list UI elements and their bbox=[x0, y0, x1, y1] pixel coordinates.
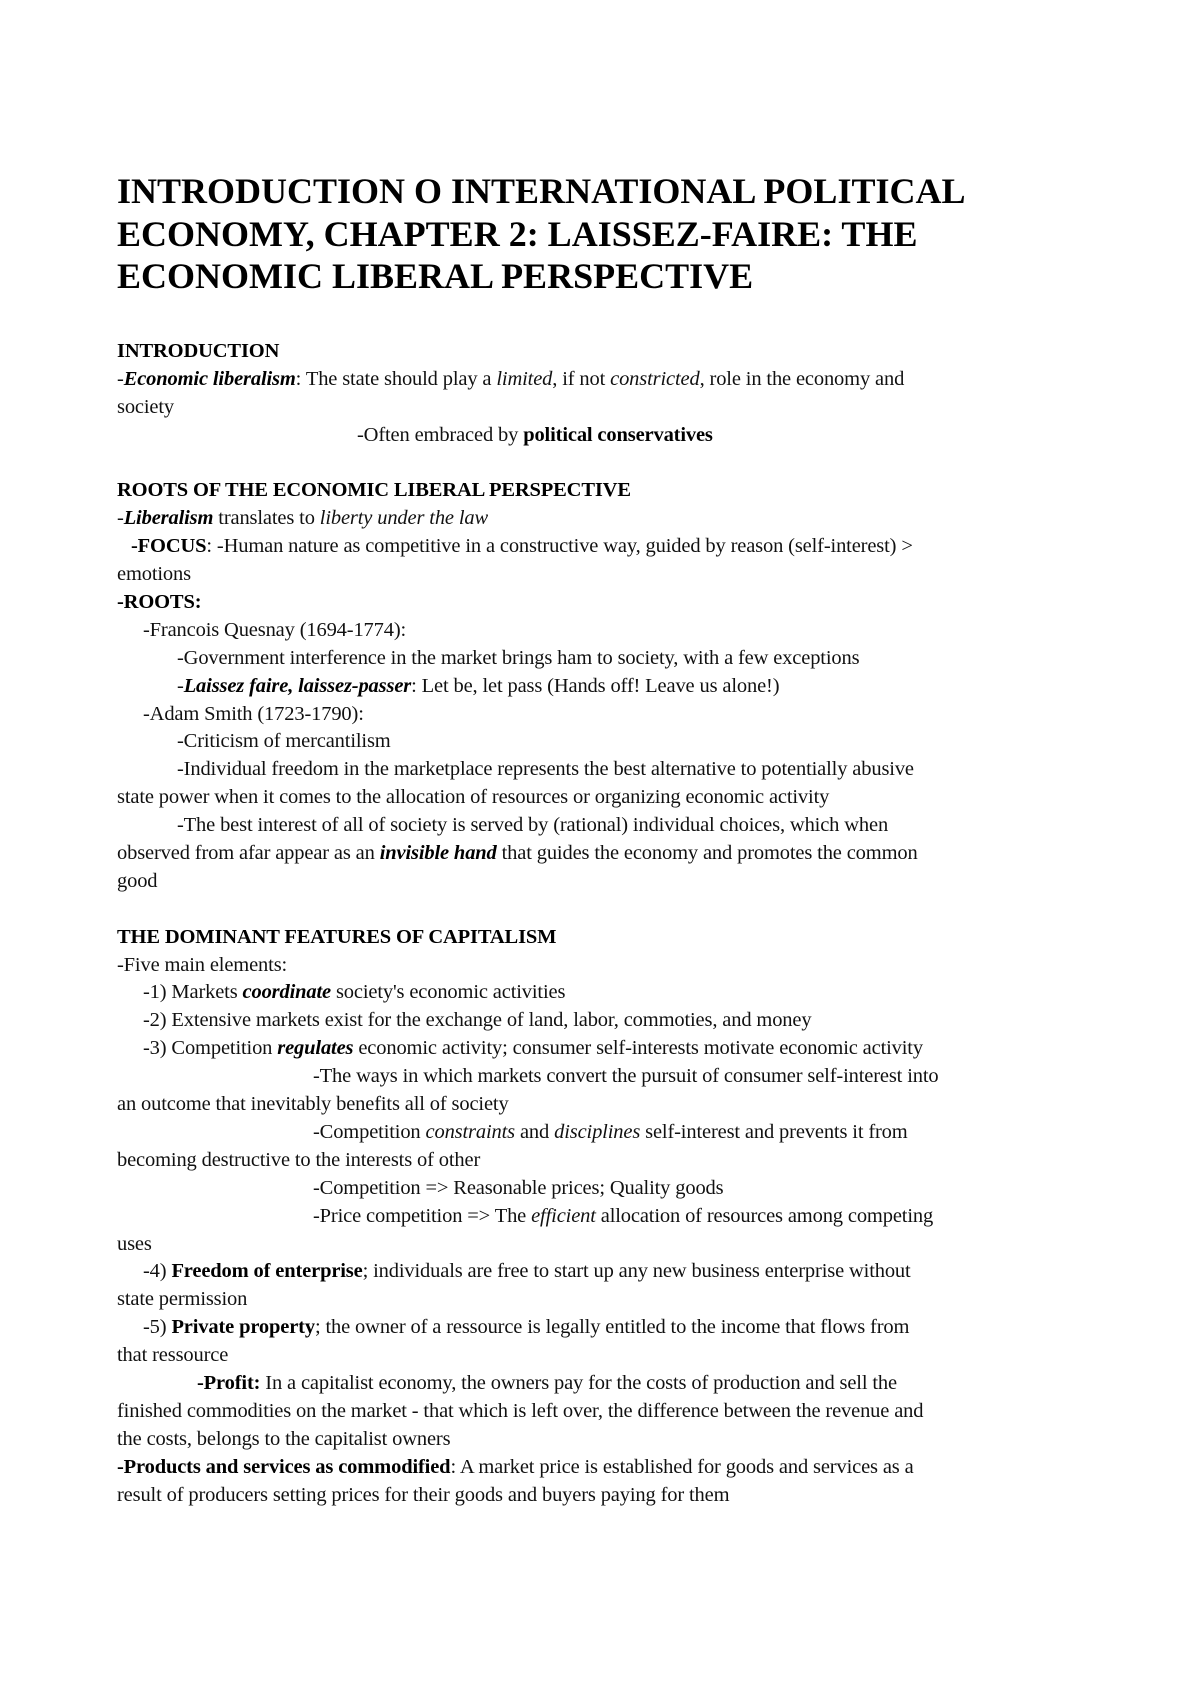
emphasis: efficient bbox=[531, 1204, 596, 1227]
text: : -Human nature as competitive in a constructive way, guided by reason (self-interest) > bbox=[206, 535, 913, 558]
text: translates to bbox=[213, 507, 320, 530]
list-item bbox=[117, 1035, 1107, 1063]
term-private-property: Private property bbox=[171, 1316, 315, 1339]
document-title bbox=[117, 170, 1117, 298]
text: -3) Competition bbox=[143, 1037, 278, 1060]
emphasis: liberty under the law bbox=[319, 507, 489, 530]
paragraph-line bbox=[117, 1203, 1107, 1231]
paragraph-line: result of producers setting prices for their goods and buyers paying for them bbox=[117, 1483, 730, 1506]
text: - bbox=[117, 367, 124, 390]
text: - bbox=[117, 507, 124, 530]
paragraph-line bbox=[117, 422, 1107, 450]
text: society's economic activities bbox=[331, 981, 566, 1004]
paragraph-line bbox=[117, 673, 1107, 701]
paragraph-line: an outcome that inevitably benefits all of society bbox=[117, 1093, 509, 1116]
paragraph-line: -Competition => Reasonable prices; Quality goods bbox=[313, 1176, 724, 1199]
paragraph-line: -Individual freedom in the marketplace represents the best alternative to potentially abusive bbox=[177, 758, 914, 781]
text: -Price competition => The bbox=[313, 1204, 532, 1227]
paragraph-line bbox=[117, 533, 1107, 561]
paragraph-line: -The ways in which markets convert the pursuit of consumer self-interest into bbox=[313, 1065, 939, 1088]
emphasis: limited bbox=[496, 367, 553, 390]
paragraph-line bbox=[117, 1370, 1107, 1398]
title-line: ECONOMIC LIBERAL PERSPECTIVE bbox=[117, 256, 754, 296]
text: ; the owner of a ressource is legally entitled to the income that flows from bbox=[314, 1316, 910, 1339]
text: observed from afar appear as an bbox=[117, 842, 380, 865]
emphasis: disciplines bbox=[554, 1120, 641, 1143]
text: and bbox=[515, 1120, 555, 1143]
text: -Competition bbox=[313, 1120, 426, 1143]
text: allocation of resources among competing bbox=[595, 1204, 934, 1227]
paragraph-line: -Five main elements: bbox=[117, 953, 288, 976]
paragraph-line: state permission bbox=[117, 1288, 248, 1311]
list-item: -2) Extensive markets exist for the exchange of land, labor, commoties, and money bbox=[143, 1009, 812, 1032]
term-regulates: regulates bbox=[277, 1037, 354, 1060]
section-heading-introduction: INTRODUCTION bbox=[117, 340, 280, 362]
label-profit: -Profit: bbox=[197, 1371, 261, 1394]
term-political-conservatives: political conservatives bbox=[523, 423, 713, 446]
paragraph-line: -The best interest of all of society is served by (rational) individual choices, which when bbox=[177, 814, 889, 837]
text: , if not bbox=[552, 367, 611, 390]
term-liberalism: Liberalism bbox=[123, 507, 214, 530]
term-laissez-faire: Laissez faire, laissez-passer bbox=[183, 674, 412, 697]
term-invisible-hand: invisible hand bbox=[379, 842, 497, 865]
title-line: ECONOMY, CHAPTER 2: LAISSEZ-FAIRE: THE bbox=[117, 213, 918, 254]
emphasis: constricted bbox=[610, 367, 700, 390]
text: : A market price is established for goods and services as a bbox=[450, 1455, 914, 1478]
term-freedom-of-enterprise: Freedom of enterprise bbox=[171, 1260, 363, 1283]
paragraph-line: finished commodities on the market - that which is left over, the difference between the revenue and bbox=[117, 1399, 924, 1422]
paragraph-line: emotions bbox=[117, 563, 191, 586]
paragraph-line bbox=[117, 840, 1107, 868]
paragraph-line: society bbox=[117, 395, 175, 418]
label-roots: -ROOTS: bbox=[117, 591, 202, 614]
text: ; individuals are free to start up any new business enterprise without bbox=[362, 1260, 911, 1283]
text: In a capitalist economy, the owners pay for the costs of production and sell the bbox=[260, 1371, 897, 1394]
text: : The state should play a bbox=[295, 367, 497, 390]
term-economic-liberalism: Economic liberalism bbox=[123, 367, 296, 390]
text: -Often embraced by bbox=[357, 423, 524, 446]
text: -1) Markets bbox=[143, 981, 243, 1004]
paragraph-line bbox=[117, 505, 1107, 533]
text: self-interest and prevents it from bbox=[640, 1120, 908, 1143]
text: that guides the economy and promotes the common bbox=[496, 842, 918, 865]
title-line: INTRODUCTION O INTERNATIONAL POLITICAL bbox=[117, 171, 966, 211]
paragraph-line: -Adam Smith (1723-1790): bbox=[143, 702, 364, 725]
paragraph-line bbox=[117, 1119, 1107, 1147]
paragraph-line: uses bbox=[117, 1232, 152, 1255]
text: : Let be, let pass (Hands off! Leave us alone!) bbox=[411, 674, 780, 697]
spacer bbox=[117, 896, 1107, 924]
list-item bbox=[117, 1258, 1107, 1286]
list-item bbox=[117, 979, 1107, 1007]
text: - bbox=[177, 674, 184, 697]
text: -5) bbox=[143, 1316, 172, 1339]
document-body bbox=[117, 338, 1107, 1509]
emphasis: constraints bbox=[425, 1120, 515, 1143]
paragraph-line: good bbox=[117, 869, 158, 892]
section-heading-roots: ROOTS OF THE ECONOMIC LIBERAL PERSPECTIVE bbox=[117, 479, 631, 502]
list-item bbox=[117, 1314, 1107, 1342]
paragraph-line: state power when it comes to the allocation of resources or organizing economic activity bbox=[117, 786, 830, 809]
text: , role in the economy and bbox=[699, 367, 905, 390]
paragraph-line: that ressource bbox=[117, 1344, 229, 1367]
text: -4) bbox=[143, 1260, 172, 1283]
paragraph-line: the costs, belongs to the capitalist owners bbox=[117, 1427, 451, 1450]
term-coordinate: coordinate bbox=[242, 981, 331, 1004]
paragraph-line: -Government interference in the market brings ham to society, with a few exceptions bbox=[177, 646, 860, 669]
text: economic activity; consumer self-interests motivate economic activity bbox=[353, 1037, 923, 1060]
paragraph-line bbox=[117, 366, 1107, 394]
label-focus: -FOCUS bbox=[131, 535, 207, 558]
paragraph-line: -Francois Quesnay (1694-1774): bbox=[143, 618, 407, 641]
label-products-services: -Products and services as commodified bbox=[117, 1455, 451, 1478]
paragraph-line: becoming destructive to the interests of other bbox=[117, 1148, 481, 1171]
spacer bbox=[117, 450, 1107, 478]
paragraph-line: -Criticism of mercantilism bbox=[177, 730, 391, 753]
paragraph-line bbox=[117, 1454, 1107, 1482]
section-heading-capitalism: THE DOMINANT FEATURES OF CAPITALISM bbox=[117, 925, 557, 948]
